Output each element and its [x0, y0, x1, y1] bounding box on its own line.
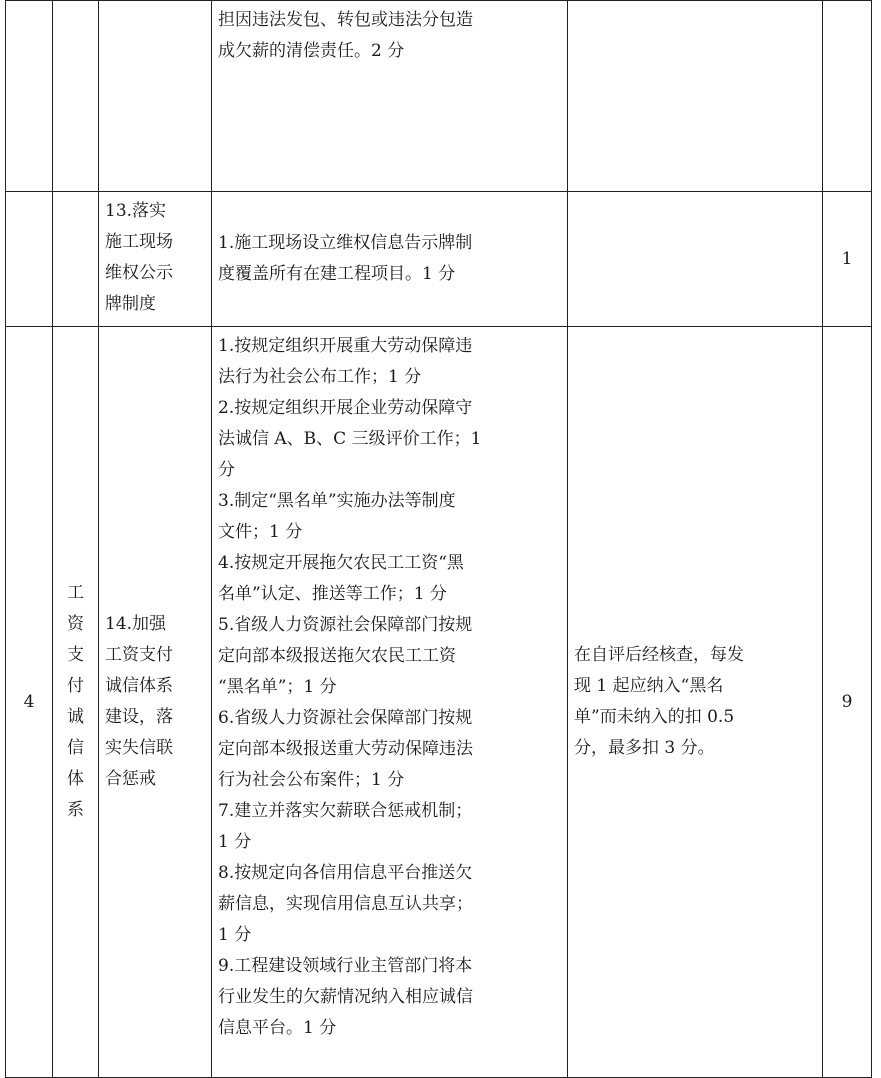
- method-line: 现 1 起应纳入“黑名: [574, 676, 724, 696]
- item-line: 诚信体系: [105, 676, 173, 696]
- category-char: 诚: [67, 707, 84, 727]
- method-cell: [568, 327, 823, 1078]
- criteria-cell: [212, 192, 568, 327]
- table-row: [6, 192, 872, 327]
- criteria-line: 文件；1 分: [218, 522, 303, 542]
- criteria-line: 1.按规定组织开展重大劳动保障违: [218, 336, 473, 356]
- category-char: 资: [67, 614, 84, 634]
- index-cell: 4: [6, 327, 53, 1078]
- criteria-line: 1.施工现场设立维权信息告示牌制: [218, 233, 473, 253]
- item-cell: [99, 1, 212, 192]
- method-cell: [568, 1, 823, 192]
- criteria-line: 担因违法发包、转包或违法分包造: [218, 10, 473, 30]
- index-cell: [6, 1, 53, 192]
- category-cell: [53, 1, 99, 192]
- criteria-line: 1 分: [218, 925, 252, 945]
- criteria-line: 成欠薪的清偿责任。2 分: [218, 41, 405, 61]
- table-row: [6, 327, 872, 1078]
- method-line: 单”而未纳入的扣 0.5: [574, 707, 735, 727]
- criteria-line: 薪信息，实现信用信息互认共享；: [218, 894, 473, 914]
- item-line: 维权公示: [105, 263, 173, 283]
- category-char: 系: [67, 800, 84, 820]
- assessment-table: [5, 0, 872, 1078]
- criteria-line: 法行为社会公布工作；1 分: [218, 367, 422, 387]
- criteria-line: 4.按规定开展拖欠农民工工资“黑: [218, 553, 464, 573]
- criteria-line: 法诚信 A、B、C 三级评价工作；1: [218, 429, 482, 449]
- method-line: 在自评后经核查，每发: [574, 645, 744, 665]
- category-char: 体: [67, 769, 84, 789]
- criteria-line: 3.制定“黑名单”实施办法等制度: [218, 491, 456, 511]
- item-cell: [99, 192, 212, 327]
- category-char: 付: [67, 676, 84, 696]
- item-line: 建设，落: [105, 707, 173, 727]
- item-line: 施工现场: [105, 232, 173, 252]
- method-cell: [568, 192, 823, 327]
- criteria-line: 名单”认定、推送等工作；1 分: [218, 584, 447, 604]
- criteria-line: 行为社会公布案件；1 分: [218, 770, 405, 790]
- item-line: 14.加强: [105, 614, 167, 634]
- criteria-line: 分: [218, 460, 235, 480]
- score-cell: 9: [823, 327, 872, 1078]
- criteria-line: 8.按规定向各信用信息平台推送欠: [218, 863, 473, 883]
- criteria-line: 5.省级人力资源社会保障部门按规: [218, 615, 473, 635]
- score-cell: 1: [823, 192, 872, 327]
- method-line: 分，最多扣 3 分。: [574, 738, 715, 758]
- category-cell: [53, 192, 99, 327]
- criteria-line: 6.省级人力资源社会保障部门按规: [218, 708, 473, 728]
- criteria-line: 定向部本级报送拖欠农民工工资: [218, 646, 456, 666]
- criteria-line: 度覆盖所有在建工程项目。1 分: [218, 264, 456, 284]
- item-line: 实失信联: [105, 738, 173, 758]
- category-char: 支: [67, 645, 84, 665]
- index-cell: [6, 192, 53, 327]
- item-line: 牌制度: [105, 294, 156, 314]
- criteria-line: 9.工程建设领域行业主管部门将本: [218, 956, 473, 976]
- criteria-line: 1 分: [218, 832, 252, 852]
- criteria-line: 7.建立并落实欠薪联合惩戒机制；: [218, 801, 473, 821]
- item-line: 合惩戒: [105, 769, 156, 789]
- category-cell: [53, 327, 99, 1078]
- item-line: 工资支付: [105, 645, 173, 665]
- criteria-line: “黑名单”；1 分: [218, 677, 337, 697]
- table-row: [6, 1, 872, 192]
- criteria-line: 定向部本级报送重大劳动保障违法: [218, 739, 473, 759]
- category-char: 信: [67, 738, 84, 758]
- score-cell: [823, 1, 872, 192]
- criteria-line: 信息平台。1 分: [218, 1018, 337, 1038]
- item-line: 13.落实: [105, 201, 167, 221]
- criteria-cell: [212, 1, 568, 192]
- item-cell: [99, 327, 212, 1078]
- category-char: 工: [67, 583, 84, 603]
- criteria-cell: [212, 327, 568, 1078]
- criteria-line: 2.按规定组织开展企业劳动保障守: [218, 398, 473, 418]
- criteria-line: 行业发生的欠薪情况纳入相应诚信: [218, 987, 473, 1007]
